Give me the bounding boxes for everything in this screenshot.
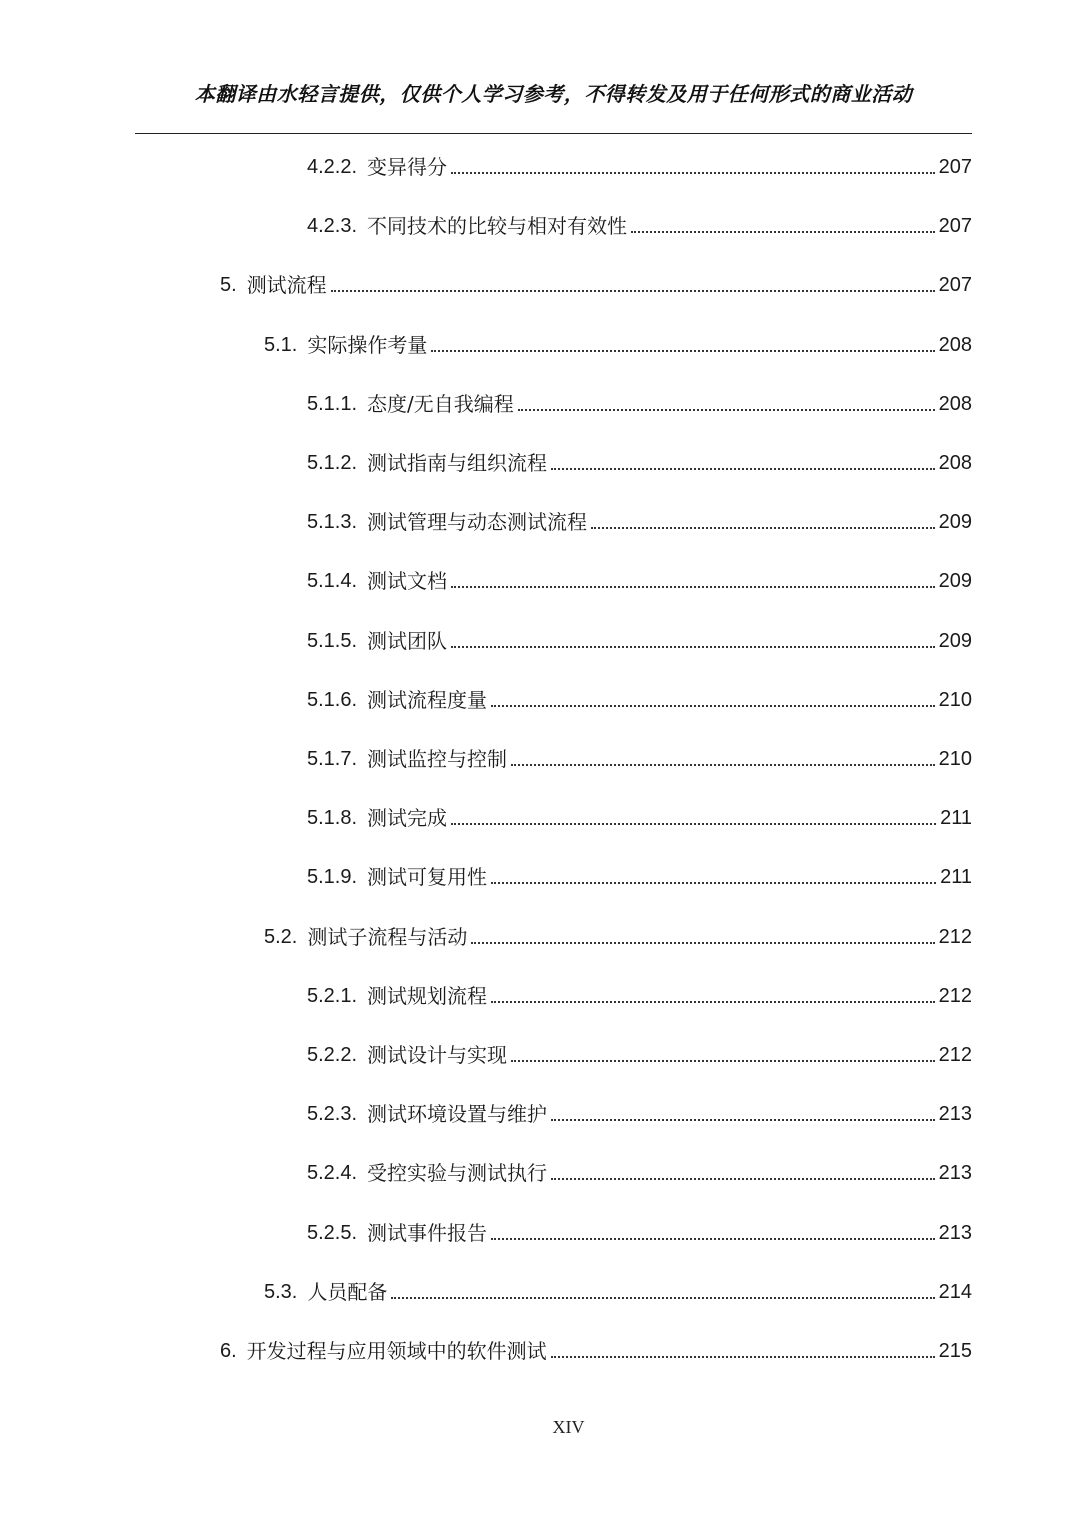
toc-entry[interactable] [307,1158,972,1188]
toc-entry-page: 210 [938,689,972,711]
toc-entry-number: 5.1. [264,334,298,356]
toc-dot-leader [491,882,936,884]
toc-entry-page: 212 [938,1044,972,1066]
toc-entry-title: 测试设计与实现 [367,1043,508,1067]
toc-entry[interactable] [307,389,972,419]
toc-entry-page: 210 [938,748,972,770]
page-number: XIV [552,1417,585,1437]
toc-entry-page: 209 [938,511,972,533]
toc-entry-number: 5.2.2. [307,1044,358,1066]
toc-entry-page: 215 [938,1340,972,1362]
toc-entry-number: 5.1.6. [307,689,358,711]
toc-entry-number: 5.2.5. [307,1222,358,1244]
toc-entry-number: 5.1.8. [307,807,358,829]
toc-dot-leader [451,823,936,825]
toc-dot-leader [518,409,935,411]
toc-entry[interactable] [307,152,972,182]
page-header: 本翻译由水轻言提供，仅供个人学习参考，不得转发及用于任何形式的商业活动 [194,82,913,106]
toc-entry-number: 5.2.3. [307,1103,358,1125]
toc-entry-page: 214 [938,1281,972,1303]
toc-entry[interactable] [307,981,972,1011]
toc-entry-page: 208 [938,334,972,356]
toc-dot-leader [491,705,935,707]
toc-dot-leader [551,1178,935,1180]
toc-dot-leader [591,527,935,529]
toc-entry[interactable] [307,566,972,596]
toc-entry[interactable] [307,1040,972,1070]
toc-entry-number: 4.2.3. [307,215,358,237]
toc-entry-page: 209 [938,630,972,652]
toc-entry-title: 测试流程 [246,273,327,297]
toc-entry-title: 实际操作考量 [307,333,428,357]
toc-dot-leader [551,1119,935,1121]
toc-entry[interactable] [307,803,972,833]
toc-entry-number: 5.1.3. [307,511,358,533]
toc-entry-title: 测试事件报告 [367,1221,488,1245]
toc-entry[interactable] [307,211,972,241]
toc-entry[interactable] [307,507,972,537]
toc-entry[interactable] [264,1277,972,1307]
toc-entry-title: 测试指南与组织流程 [367,451,548,475]
toc-entry-number: 5.1.2. [307,452,358,474]
toc-entry-page: 207 [938,274,972,296]
toc-entry-title: 测试管理与动态测试流程 [367,510,588,534]
toc-entry-page: 213 [938,1103,972,1125]
toc-dot-leader [551,468,935,470]
toc-dot-leader [511,1060,935,1062]
toc-entry-title: 受控实验与测试执行 [367,1161,548,1185]
toc-entry-page: 209 [938,570,972,592]
toc-dot-leader [451,586,935,588]
toc-entry-title: 测试可复用性 [367,865,488,889]
toc-entry-page: 213 [938,1162,972,1184]
toc-entry-title: 测试监控与控制 [367,747,508,771]
toc-entry-title: 测试子流程与活动 [307,925,468,949]
toc-entry[interactable] [220,270,972,300]
toc-entry[interactable] [264,922,972,952]
toc-entry-number: 6. [220,1340,237,1362]
toc-entry-title: 测试流程度量 [367,688,488,712]
toc-dot-leader [471,942,934,944]
toc-entry-number: 5. [220,274,237,296]
toc-entry-number: 4.2.2. [307,156,358,178]
toc-dot-leader [491,1001,935,1003]
toc-entry-title: 变异得分 [367,155,448,179]
toc-entry-number: 5.1.4. [307,570,358,592]
toc-dot-leader [451,646,935,648]
toc-dot-leader [631,231,935,233]
toc-entry-page: 211 [940,866,972,888]
toc-entry-title: 不同技术的比较与相对有效性 [367,214,628,238]
toc-entry-page: 208 [938,393,972,415]
toc-entry-title: 测试文档 [367,569,448,593]
toc-dot-leader [451,172,935,174]
toc-entry-title: 人员配备 [307,1280,388,1304]
toc-entry-page: 213 [938,1222,972,1244]
toc-dot-leader [491,1238,935,1240]
toc-entry-title: 态度/无自我编程 [367,392,514,416]
toc-entry-title: 测试团队 [367,629,448,653]
toc-entry[interactable] [307,862,972,892]
toc-entry[interactable] [264,330,972,360]
toc-entry-number: 5.2. [264,926,298,948]
toc-entry-title: 测试规划流程 [367,984,488,1008]
toc-entry-page: 212 [938,926,972,948]
toc-entry-title: 测试完成 [367,806,448,830]
toc-entry[interactable] [307,1218,972,1248]
toc-entry-page: 208 [938,452,972,474]
toc-entry-number: 5.2.1. [307,985,358,1007]
toc-entry-page: 207 [938,215,972,237]
toc-entry[interactable] [220,1336,972,1366]
header-divider [135,133,972,134]
toc-entry[interactable] [307,1099,972,1129]
toc-dot-leader [391,1297,934,1299]
toc-entry-number: 5.3. [264,1281,298,1303]
toc-entry[interactable] [307,448,972,478]
toc-entry-page: 211 [940,807,972,829]
toc-entry-page: 212 [938,985,972,1007]
toc-entry[interactable] [307,685,972,715]
toc-dot-leader [511,764,935,766]
toc-entry-number: 5.1.9. [307,866,358,888]
toc-entry-page: 207 [938,156,972,178]
toc-dot-leader [431,350,934,352]
toc-entry-title: 开发过程与应用领域中的软件测试 [246,1339,547,1363]
toc-dot-leader [551,1356,935,1358]
toc-entry-number: 5.1.5. [307,630,358,652]
toc-entry[interactable] [307,744,972,774]
toc-entry-number: 5.1.7. [307,748,358,770]
toc-entry-number: 5.2.4. [307,1162,358,1184]
toc-entry-number: 5.1.1. [307,393,358,415]
toc-entry[interactable] [307,626,972,656]
toc-entry-title: 测试环境设置与维护 [367,1102,548,1126]
toc-dot-leader [331,290,935,292]
